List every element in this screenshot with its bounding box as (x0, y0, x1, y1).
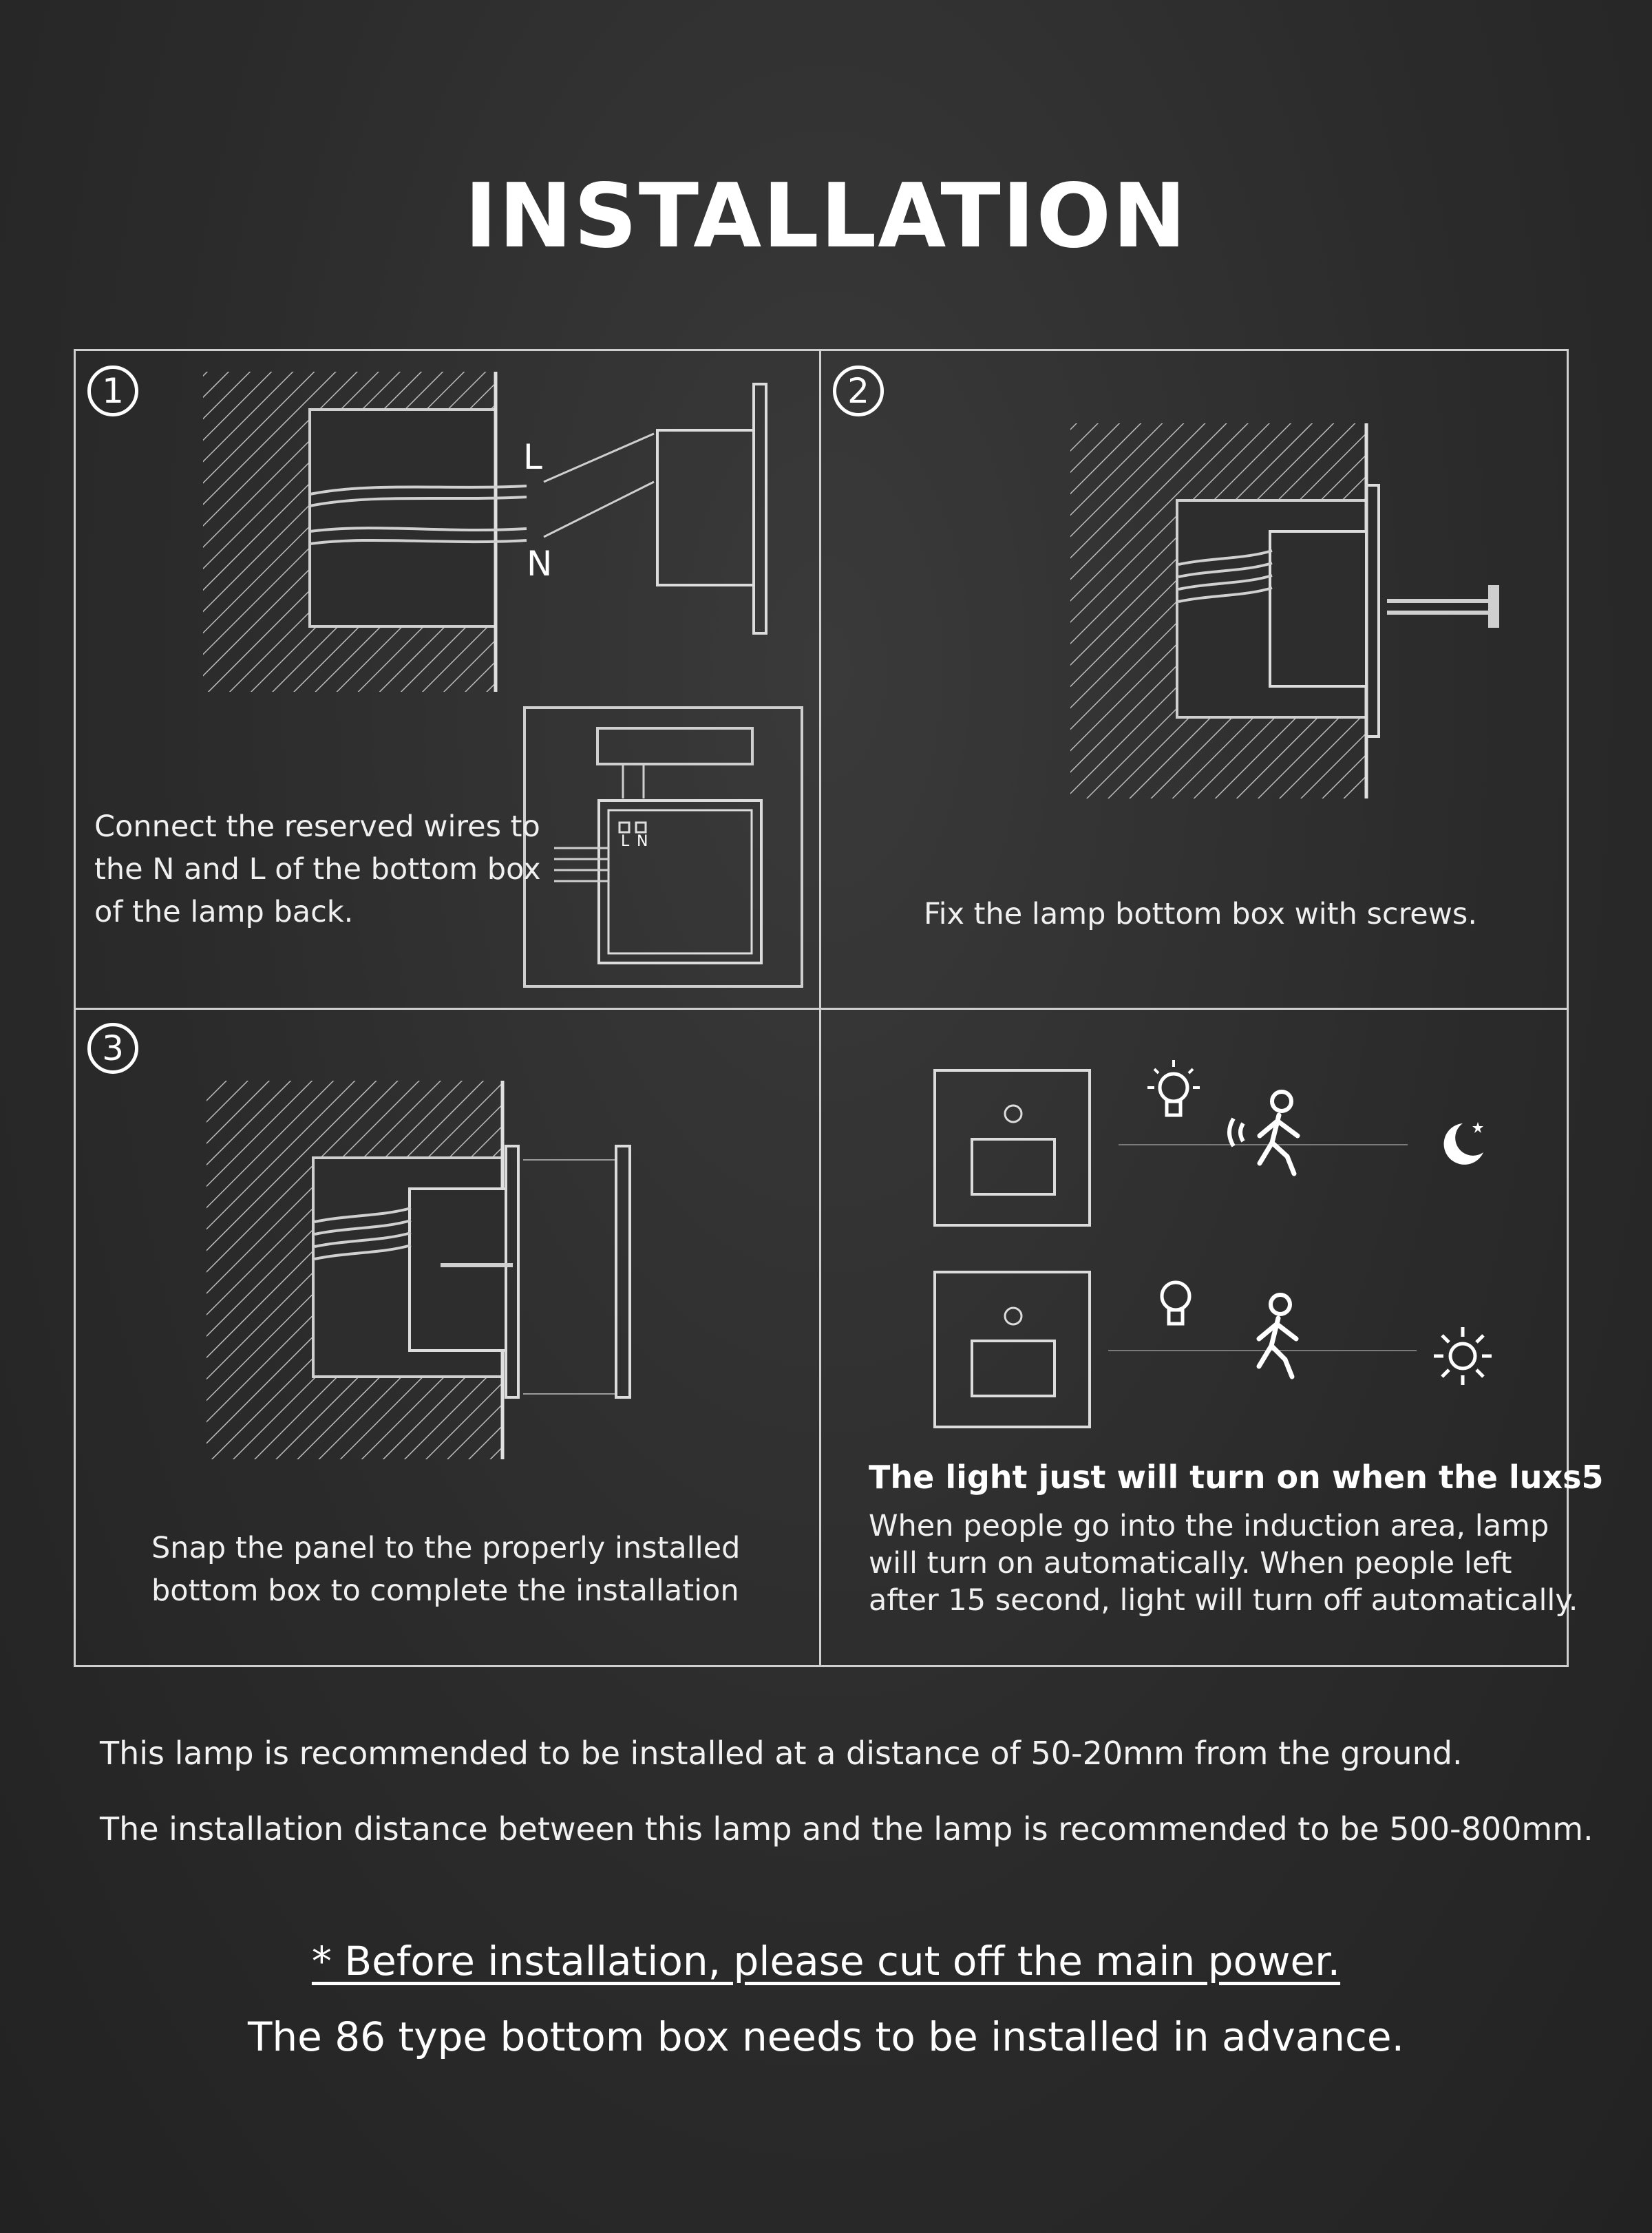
walking-person-icon (1249, 1291, 1311, 1387)
moon-icon (1435, 1116, 1490, 1172)
step-4-heading: The light just will turn on when the luxs5 (869, 1459, 1604, 1496)
step-2-number: 2 (833, 366, 884, 416)
wire-label-n: N (527, 544, 553, 584)
wire-label-l: L (523, 437, 542, 477)
terminal-label-n: N (637, 833, 648, 850)
step-1-caption: Connect the reserved wires to the N and L of the bottom box of the lamp back. (94, 809, 541, 929)
step-2-caption: Fix the lamp bottom box with screws. (924, 897, 1478, 931)
step-3-caption: Snap the panel to the properly installed bottom box to complete the installation (151, 1531, 741, 1608)
note-ground-distance: This lamp is recommended to be installed at a distance of 50-20mm from the ground. (100, 1735, 1463, 1772)
step-4-caption: When people go into the induction area, lamp will turn on automatically. When people left after 15 second, light will turn off automatically. (869, 1509, 1578, 1618)
note-lamp-spacing: The installation distance between this lamp and the lamp is recommended to be 500-800mm. (100, 1810, 1593, 1848)
step-3-number: 3 (87, 1023, 138, 1074)
page-title: INSTALLATION (464, 165, 1188, 268)
terminal-label-l: L (621, 833, 630, 850)
motion-person-icon (1218, 1088, 1322, 1177)
step-1-number: 1 (87, 366, 138, 416)
sun-icon (1428, 1322, 1497, 1390)
power-warning: * Before installation, please cut off the main power. (311, 1938, 1341, 1985)
bulb-off-icon (1148, 1272, 1203, 1341)
footer-note: The 86 type bottom box needs to be installed in advance. (247, 2013, 1405, 2060)
bulb-on-icon (1146, 1057, 1201, 1125)
